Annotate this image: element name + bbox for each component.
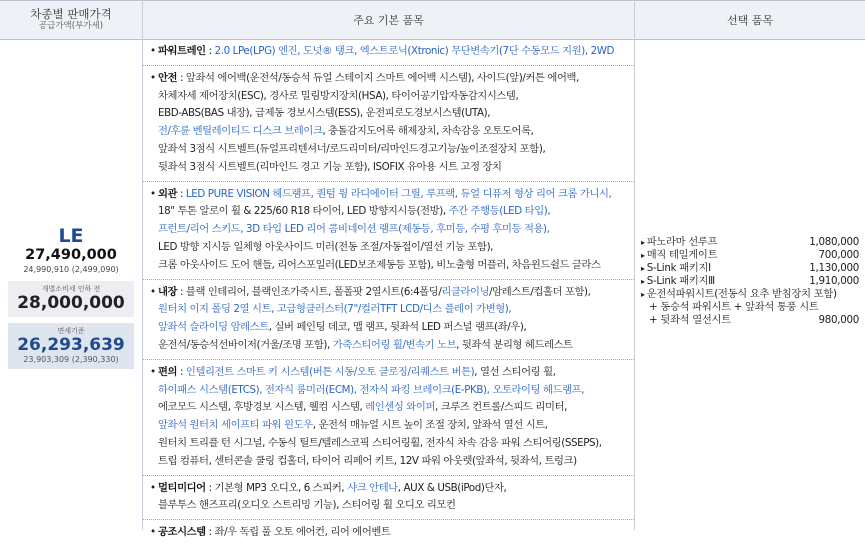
feature-text: 에코모드 시스템, 후방경보 시스템, 웰컴 시스템, bbox=[158, 401, 366, 414]
feature-section bbox=[143, 182, 634, 280]
feature-text: 편의 bbox=[158, 365, 178, 378]
feature-text: 18" 투톤 알로이 휠 & 225/60 R18 타이어, LED 방향지시등(전방), bbox=[158, 205, 449, 218]
feature-text: 샤크 안테나 bbox=[347, 481, 398, 494]
option-name: + 동승석 파워시트 + 앞좌석 통풍 시트 bbox=[649, 301, 819, 313]
bullet-icon: • bbox=[150, 365, 156, 378]
feature-text: , AUX & USB(iPod)단자, bbox=[397, 481, 507, 494]
feature-line bbox=[150, 382, 634, 400]
header-price-sub: 공급가액(부가세) bbox=[38, 21, 104, 31]
feature-text: /암레스트/컵홀더 포함), bbox=[489, 285, 591, 298]
trim-name: LE bbox=[58, 225, 84, 247]
feature-text: 리클라이닝 bbox=[441, 285, 490, 298]
feature-line bbox=[150, 186, 634, 204]
feature-line bbox=[150, 105, 634, 123]
feature-line bbox=[150, 480, 634, 498]
option-price: 700,000 bbox=[818, 249, 859, 261]
basic-items-list bbox=[143, 39, 634, 546]
trim-price-supply: 24,990,910 (2,499,090) bbox=[23, 265, 119, 274]
option-item bbox=[641, 275, 859, 288]
feature-line bbox=[150, 319, 634, 337]
feature-text: 외관 bbox=[158, 187, 178, 200]
header-price-column bbox=[0, 0, 142, 40]
feature-text: , 뒷좌석 분리형 헤드레스트 bbox=[456, 338, 573, 351]
trim-price-cell bbox=[0, 225, 142, 369]
header-basic-items-label: 주요 기본 품목 bbox=[353, 14, 424, 27]
feature-line bbox=[150, 239, 634, 257]
feature-text: : bbox=[177, 365, 186, 378]
feature-line bbox=[150, 364, 634, 382]
feature-text: 주간 주행등(LED 타입), bbox=[448, 205, 551, 218]
trim-price: 27,490,000 bbox=[25, 247, 117, 263]
feature-text: : bbox=[205, 45, 215, 57]
feature-line bbox=[150, 399, 634, 417]
bullet-icon: • bbox=[150, 285, 156, 298]
feature-line bbox=[150, 203, 634, 221]
option-item bbox=[641, 236, 859, 249]
tax-exempt-sub: 23,903,309 (2,390,330) bbox=[23, 355, 119, 364]
bullet-icon: • bbox=[150, 526, 156, 539]
tax-exempt-value: 26,293,639 bbox=[17, 335, 125, 355]
option-name: ▸ 매직 테일게이트 bbox=[641, 249, 717, 262]
feature-text: 하이패스 시스템(ETCS), 전자식 룸미러(ECM), 전자식 파킹 브레이크(E-PKB), 오토라이팅 헤드램프, bbox=[158, 383, 585, 396]
feature-text: : 기본형 MP3 오디오, 6 스피커, bbox=[205, 481, 348, 494]
feature-line bbox=[150, 417, 634, 435]
option-item bbox=[641, 288, 859, 301]
feature-section bbox=[143, 520, 634, 546]
feature-text: 안전 bbox=[158, 71, 178, 84]
feature-text: 레인센싱 와이퍼 bbox=[365, 401, 435, 414]
feature-line bbox=[150, 43, 634, 61]
feature-text: 내장 bbox=[158, 285, 178, 298]
options-list bbox=[641, 236, 859, 327]
feature-text: LED PURE VISION 헤드램프, 퀀텀 윙 라디에이터 그릴, 루프랙, 듀얼 디퓨저 형상 리어 크롬 가니시, bbox=[185, 187, 612, 200]
option-price: 1,910,000 bbox=[809, 275, 859, 287]
feature-text: 가죽스티어링 휠/변속기 노브 bbox=[332, 338, 457, 351]
option-price: 1,080,000 bbox=[809, 236, 859, 248]
feature-text: LED 방향 지시등 일체형 아웃사이드 미러(전동 조절/자동접이/열선 기능 포함), bbox=[158, 240, 494, 253]
tax-exempt-label: 면세기준 bbox=[57, 327, 85, 335]
feature-section bbox=[143, 66, 634, 182]
feature-line bbox=[150, 497, 634, 515]
feature-text: 파워트레인 bbox=[158, 45, 206, 57]
feature-text: 2.0 LPe(LPG) 엔진, 도넛® 탱크, 엑스트로닉(Xtronic) 무단변속기(7단 수동모드 지원), 2WD bbox=[214, 45, 615, 57]
bullet-icon: • bbox=[150, 71, 156, 84]
feature-text: 원터치 트리플 턴 시그널, 수동식 틸트/텔레스코픽 스티어링휠, 전자식 차속 감응 파워 스티어링(SSEPS), bbox=[158, 436, 602, 449]
feature-line bbox=[150, 70, 634, 88]
feature-text: 운전석/동승석선바이저(거울/조명 포함), bbox=[158, 338, 333, 351]
option-price: 980,000 bbox=[818, 314, 859, 326]
feature-text: , 운전석 매뉴얼 시트 높이 조절 장치, 앞좌석 열선 시트, bbox=[312, 419, 548, 432]
feature-line bbox=[150, 435, 634, 453]
option-item bbox=[641, 301, 859, 314]
feature-text: 공조시스템 bbox=[158, 526, 206, 539]
feature-text: 프런트/리어 스키드, 3D 타입 LED 리어 콤비네이션 램프(제동등, 후미등, 수평 후미등 적용), bbox=[158, 223, 550, 236]
feature-text: 앞좌석 원터치 세이프티 파워 윈도우 bbox=[158, 419, 313, 432]
bullet-icon: • bbox=[150, 45, 156, 57]
option-name: ▸ S-Link 패키지Ⅲ bbox=[641, 275, 715, 288]
bullet-icon: • bbox=[150, 481, 156, 494]
tax-exempt-price-box bbox=[8, 323, 134, 369]
pre-tax-cut-label: 개별소비세 인하 전 bbox=[41, 285, 101, 293]
feature-line bbox=[150, 284, 634, 302]
option-name: ▸ S-Link 패키지Ⅰ bbox=[641, 262, 711, 275]
feature-text: , 크루즈 컨트롤/스피드 리미터, bbox=[434, 401, 567, 414]
feature-text: 원터치 이지 폴딩 2열 시트, 고급형클러스터(7"/컬러TFT LCD/디스 플레이 가변형), bbox=[158, 303, 512, 316]
feature-section bbox=[143, 39, 634, 66]
feature-text: EBD-ABS(BAS 내장), 급제동 경보시스템(ESS), 운전피로도경보시스템(UTA), bbox=[158, 107, 491, 120]
feature-text: 블루투스 핸즈프리(오디오 스트리밍 기능), 스티어링 휠 오디오 리모컨 bbox=[158, 499, 456, 512]
feature-line bbox=[150, 301, 634, 319]
pre-tax-cut-price-box bbox=[8, 281, 134, 317]
feature-text: , 실버 페인팅 데코, 맵 램프, 뒷좌석 LED 퍼스널 램프(좌/우), bbox=[268, 321, 527, 334]
feature-text: 뒷좌석 3점식 시트벨트(리마인드 경고 기능 포함), ISOFIX 유아용 시트 고정 장치 bbox=[158, 160, 502, 173]
bullet-icon: • bbox=[150, 187, 156, 200]
option-item bbox=[641, 249, 859, 262]
column-divider bbox=[634, 0, 635, 530]
feature-text: : 좌/우 독립 풀 오토 에어컨, 리어 에어벤트 bbox=[205, 526, 391, 539]
feature-text: 트립 컴퓨터, 센터콘솔 쿨링 컵홀더, 타이어 리페어 키트, 12V 파워 아웃렛(앞좌석, 뒷좌석, 트렁크) bbox=[158, 454, 577, 467]
header-options-label: 선택 품목 bbox=[726, 14, 773, 27]
header-options bbox=[635, 0, 865, 40]
feature-section bbox=[143, 360, 634, 476]
feature-text: 앞좌석 3점식 시트벨트(듀얼프리텐셔너/로드리미터/리마인드경고기능/높이조절장치 포함), bbox=[158, 142, 546, 155]
option-item bbox=[641, 262, 859, 275]
feature-text: 크롬 아웃사이드 도어 핸들, 리어스포일러(LED보조제동등 포함), 비노출형 머플러, 차음윈드쉴드 글라스 bbox=[158, 258, 601, 271]
header-price-title: 차종별 판매가격 bbox=[30, 7, 112, 21]
feature-text: , 열선 스티어링 휠, bbox=[474, 365, 556, 378]
option-name: ▸ 운전석파워시트(전동식 요추 받침장치 포함) bbox=[641, 288, 837, 301]
option-price: 1,130,000 bbox=[809, 262, 859, 274]
feature-line bbox=[150, 257, 634, 275]
header-basic-items bbox=[143, 0, 634, 40]
feature-text: 인텔리전트 스마트 키 시스템(버튼 시동/오토 클로징/리퀘스트 버튼) bbox=[185, 365, 475, 378]
feature-line bbox=[150, 337, 634, 355]
feature-line bbox=[150, 524, 634, 542]
feature-text: 멀티미디어 bbox=[158, 481, 206, 494]
feature-text: 차체자세 제어장치(ESC), 경사로 밀림방지장치(HSA), 타이어공기압자동감지시스템, bbox=[158, 89, 519, 102]
feature-text: : 앞좌석 에어백(운전석/동승석 듀얼 스테이지 스마트 에어백 시스템), 사이드(앞)/커튼 에어백, bbox=[177, 71, 579, 84]
feature-line bbox=[150, 88, 634, 106]
feature-section bbox=[143, 280, 634, 360]
feature-text: : 블랙 인테리어, 블랙인조가죽시트, 폴폴팟 2열시트(6:4폴딩/ bbox=[177, 285, 442, 298]
feature-section bbox=[143, 476, 634, 521]
feature-line bbox=[150, 141, 634, 159]
feature-text: : bbox=[177, 187, 186, 200]
feature-line bbox=[150, 221, 634, 239]
feature-text: , 충돌감지도어록 해제장치, 차속감응 오토도어록, bbox=[322, 125, 534, 138]
feature-line bbox=[150, 159, 634, 177]
option-name: + 뒷좌석 열선시트 bbox=[649, 314, 731, 326]
feature-text: 전/후륜 벤틸레이티드 디스크 브레이크 bbox=[158, 125, 323, 138]
feature-line bbox=[150, 123, 634, 141]
pre-tax-cut-value: 28,000,000 bbox=[17, 293, 125, 313]
option-name: ▸ 파노라마 선루프 bbox=[641, 236, 717, 249]
option-item bbox=[641, 314, 859, 327]
feature-text: 앞좌석 슬라이딩 암레스트 bbox=[158, 321, 269, 334]
feature-line bbox=[150, 453, 634, 471]
